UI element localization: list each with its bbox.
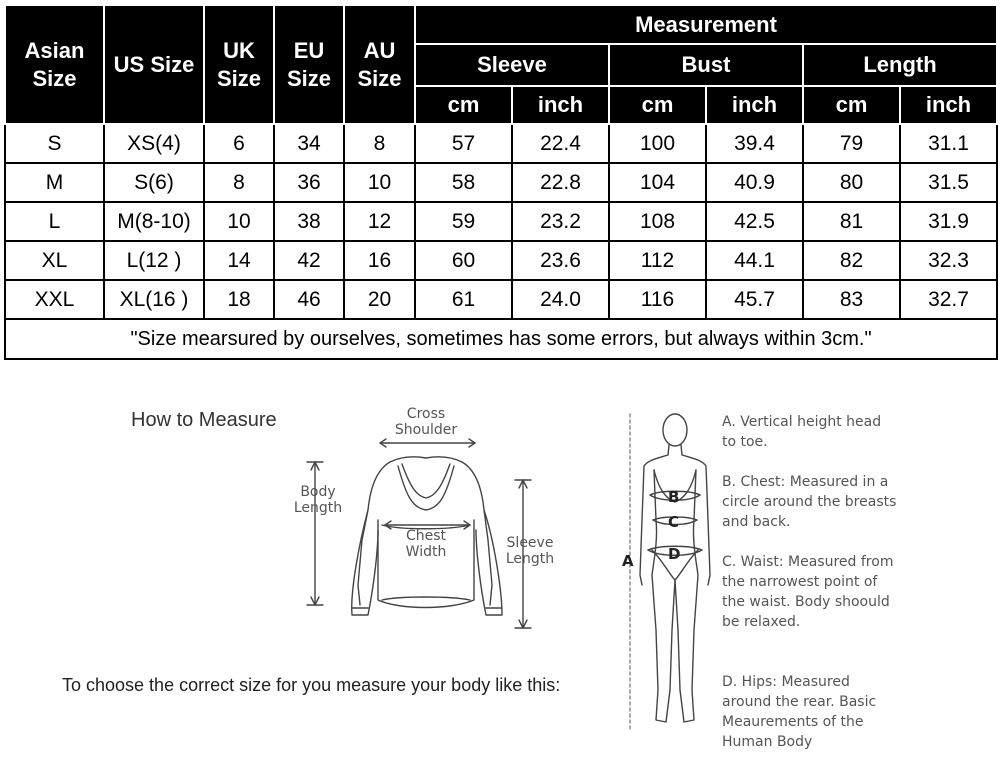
table-row (5, 202, 997, 241)
table-cell: S (5, 124, 104, 163)
measurement-notes (722, 412, 997, 752)
note-hips: D. Hips: Measured around the rear. Basic Meaurements of the Human Body (722, 674, 877, 750)
table-cell: 31.9 (900, 202, 997, 241)
header-asian-size: Asian Size (5, 5, 104, 124)
header-length-cm: cm (803, 86, 900, 124)
size-chart-table (4, 4, 998, 360)
header-bust-inch: inch (706, 86, 803, 124)
table-row (5, 163, 997, 202)
table-cell: 116 (609, 280, 706, 319)
table-row (5, 241, 997, 280)
table-cell: 31.1 (900, 124, 997, 163)
table-cell: 6 (204, 124, 274, 163)
table-cell: 8 (344, 124, 415, 163)
table-cell: 36 (274, 163, 344, 202)
table-cell: 20 (344, 280, 415, 319)
table-cell: 38 (274, 202, 344, 241)
table-cell: 108 (609, 202, 706, 241)
header-length-inch: inch (900, 86, 997, 124)
table-cell: 39.4 (706, 124, 803, 163)
table-cell: 44.1 (706, 241, 803, 280)
table-cell: 34 (274, 124, 344, 163)
table-cell: 59 (415, 202, 512, 241)
table-cell: M(8-10) (104, 202, 204, 241)
table-cell: 40.9 (706, 163, 803, 202)
table-cell: 82 (803, 241, 900, 280)
measure-instruction: To choose the correct size for you measure your body like this: (62, 675, 561, 695)
table-cell: 58 (415, 163, 512, 202)
table-cell: 104 (609, 163, 706, 202)
table-row (5, 124, 997, 163)
table-cell: 42.5 (706, 202, 803, 241)
label-body-length: Body Length (293, 484, 343, 516)
table-cell: 45.7 (706, 280, 803, 319)
header-sleeve-inch: inch (512, 86, 609, 124)
table-cell: 8 (204, 163, 274, 202)
table-cell: 60 (415, 241, 512, 280)
table-cell: 32.7 (900, 280, 997, 319)
table-cell: 61 (415, 280, 512, 319)
body-letter-d: D (668, 545, 681, 563)
table-cell: 46 (274, 280, 344, 319)
table-cell: 10 (344, 163, 415, 202)
table-cell: 14 (204, 241, 274, 280)
note-waist: C. Waist: Measured from the narrowest point of the waist. Body shoould be relaxed. (722, 554, 894, 630)
table-cell: 16 (344, 241, 415, 280)
header-bust: Bust (609, 44, 803, 86)
table-cell: L(12 ) (104, 241, 204, 280)
body-letter-a: A (622, 552, 634, 570)
table-cell: 18 (204, 280, 274, 319)
label-cross-shoulder: Cross Shoulder (394, 406, 458, 438)
header-measurement: Measurement (415, 5, 997, 44)
table-cell: XL(16 ) (104, 280, 204, 319)
table-cell: XL (5, 241, 104, 280)
header-us-size: US Size (104, 5, 204, 124)
table-cell: S(6) (104, 163, 204, 202)
note-chest: B. Chest: Measured in a circle around the breasts and back. (722, 474, 897, 530)
table-cell: 57 (415, 124, 512, 163)
body-letter-c: C (668, 513, 680, 531)
table-cell: 12 (344, 202, 415, 241)
table-cell: 83 (803, 280, 900, 319)
header-bust-cm: cm (609, 86, 706, 124)
size-disclaimer: "Size mearsured by ourselves, sometimes has some errors, but always within 3cm." (5, 319, 997, 359)
header-uk-size: UK Size (204, 5, 274, 124)
table-cell: 22.4 (512, 124, 609, 163)
label-sleeve-length: Sleeve Length (505, 535, 555, 567)
header-length: Length (803, 44, 997, 86)
table-cell: 23.6 (512, 241, 609, 280)
table-cell: 79 (803, 124, 900, 163)
table-cell: 100 (609, 124, 706, 163)
table-cell: 32.3 (900, 241, 997, 280)
table-cell: 80 (803, 163, 900, 202)
table-cell: 42 (274, 241, 344, 280)
table-cell: 10 (204, 202, 274, 241)
label-chest-width: Chest Width (405, 528, 447, 560)
header-eu-size: EU Size (274, 5, 344, 124)
table-cell: 112 (609, 241, 706, 280)
header-sleeve: Sleeve (415, 44, 609, 86)
body-diagram (620, 400, 720, 750)
table-cell: M (5, 163, 104, 202)
table-cell: 31.5 (900, 163, 997, 202)
table-cell: 22.8 (512, 163, 609, 202)
table-cell: XXL (5, 280, 104, 319)
table-row (5, 280, 997, 319)
how-to-measure-title: How to Measure (131, 409, 277, 431)
header-sleeve-cm: cm (415, 86, 512, 124)
table-cell: 24.0 (512, 280, 609, 319)
table-cell: XS(4) (104, 124, 204, 163)
table-cell: L (5, 202, 104, 241)
table-cell: 81 (803, 202, 900, 241)
note-height: A. Vertical height head to toe. (722, 414, 882, 450)
table-cell: 23.2 (512, 202, 609, 241)
body-letter-b: B (668, 488, 680, 506)
header-au-size: AU Size (344, 5, 415, 124)
